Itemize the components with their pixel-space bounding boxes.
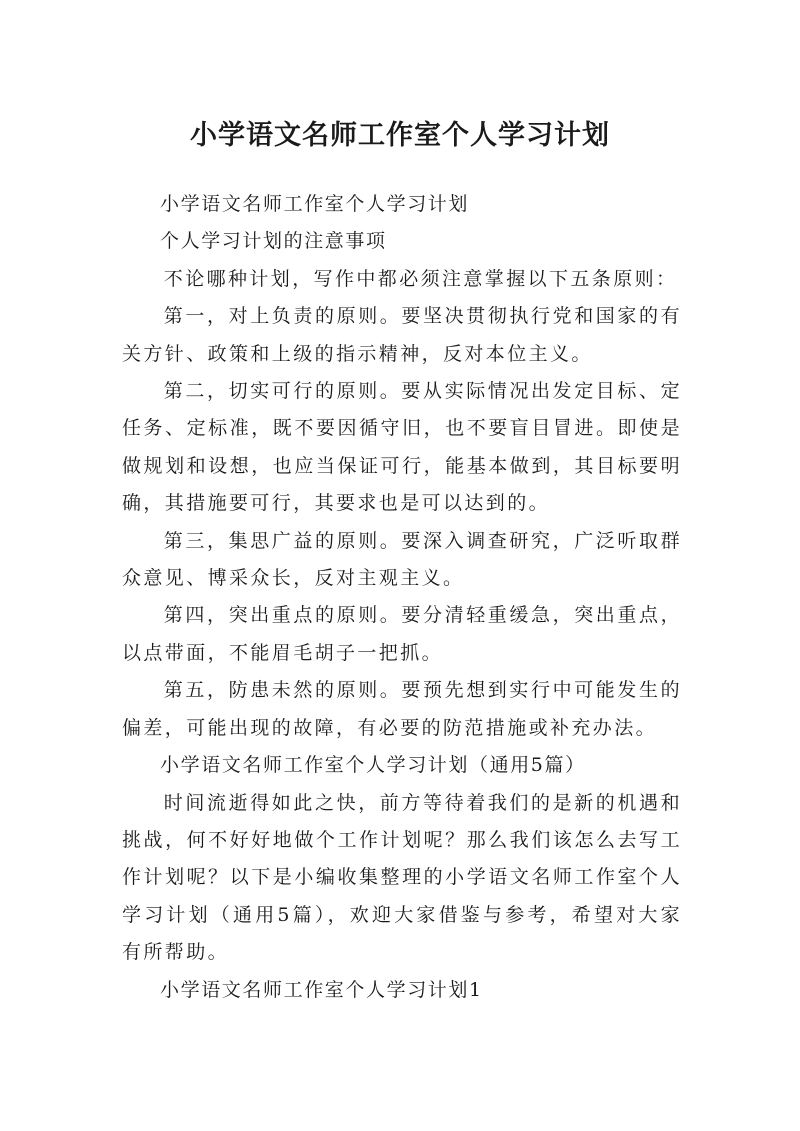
paragraph-principle-4: 第四，突出重点的原则。要分清轻重缓急，突出重点，以点带面，不能眉毛胡子一把抓。 (122, 604, 682, 664)
document-title: 小学语文名师工作室个人学习计划 (190, 120, 610, 152)
paragraph-plan-1-heading: 小学语文名师工作室个人学习计划1 (160, 978, 483, 1001)
paragraph-principles-intro: 不论哪种计划，写作中都必须注意掌握以下五条原则： (163, 267, 678, 290)
paragraph-notes-heading: 个人学习计划的注意事项 (160, 230, 387, 253)
paragraph-principle-1: 第一，对上负责的原则。要坚决贯彻执行党和国家的有关方针、政策和上级的指示精神，反对本位主义。 (122, 305, 682, 365)
paragraph-principle-2: 第二，切实可行的原则。要从实际情况出发定目标、定任务、定标准，既不要因循守旧，也不要盲目冒进。即使是做规划和设想，也应当保证可行，能基本做到，其目标要明确，其措施要可行，其要求也是可以达到的。 (122, 380, 682, 515)
paragraph-collection-intro: 时间流逝得如此之快，前方等待着我们的是新的机遇和挑战，何不好好地做个工作计划呢？那么我们该怎么去写工作计划呢？以下是小编收集整理的小学语文名师工作室个人学习计划（通用5篇），欢迎大家借鉴与参考，希望对大家有所帮助。 (122, 791, 682, 964)
paragraph-principle-5: 第五，防患未然的原则。要预先想到实行中可能发生的偏差，可能出现的故障，有必要的防范措施或补充办法。 (122, 679, 682, 739)
paragraph-collection-heading: 小学语文名师工作室个人学习计划（通用5篇） (160, 754, 586, 777)
paragraph-principle-3: 第三，集思广益的原则。要深入调查研究，广泛听取群众意见、博采众长，反对主观主义。 (122, 529, 682, 590)
document-body (122, 186, 682, 1009)
paragraph-intro-title: 小学语文名师工作室个人学习计划 (160, 193, 470, 215)
